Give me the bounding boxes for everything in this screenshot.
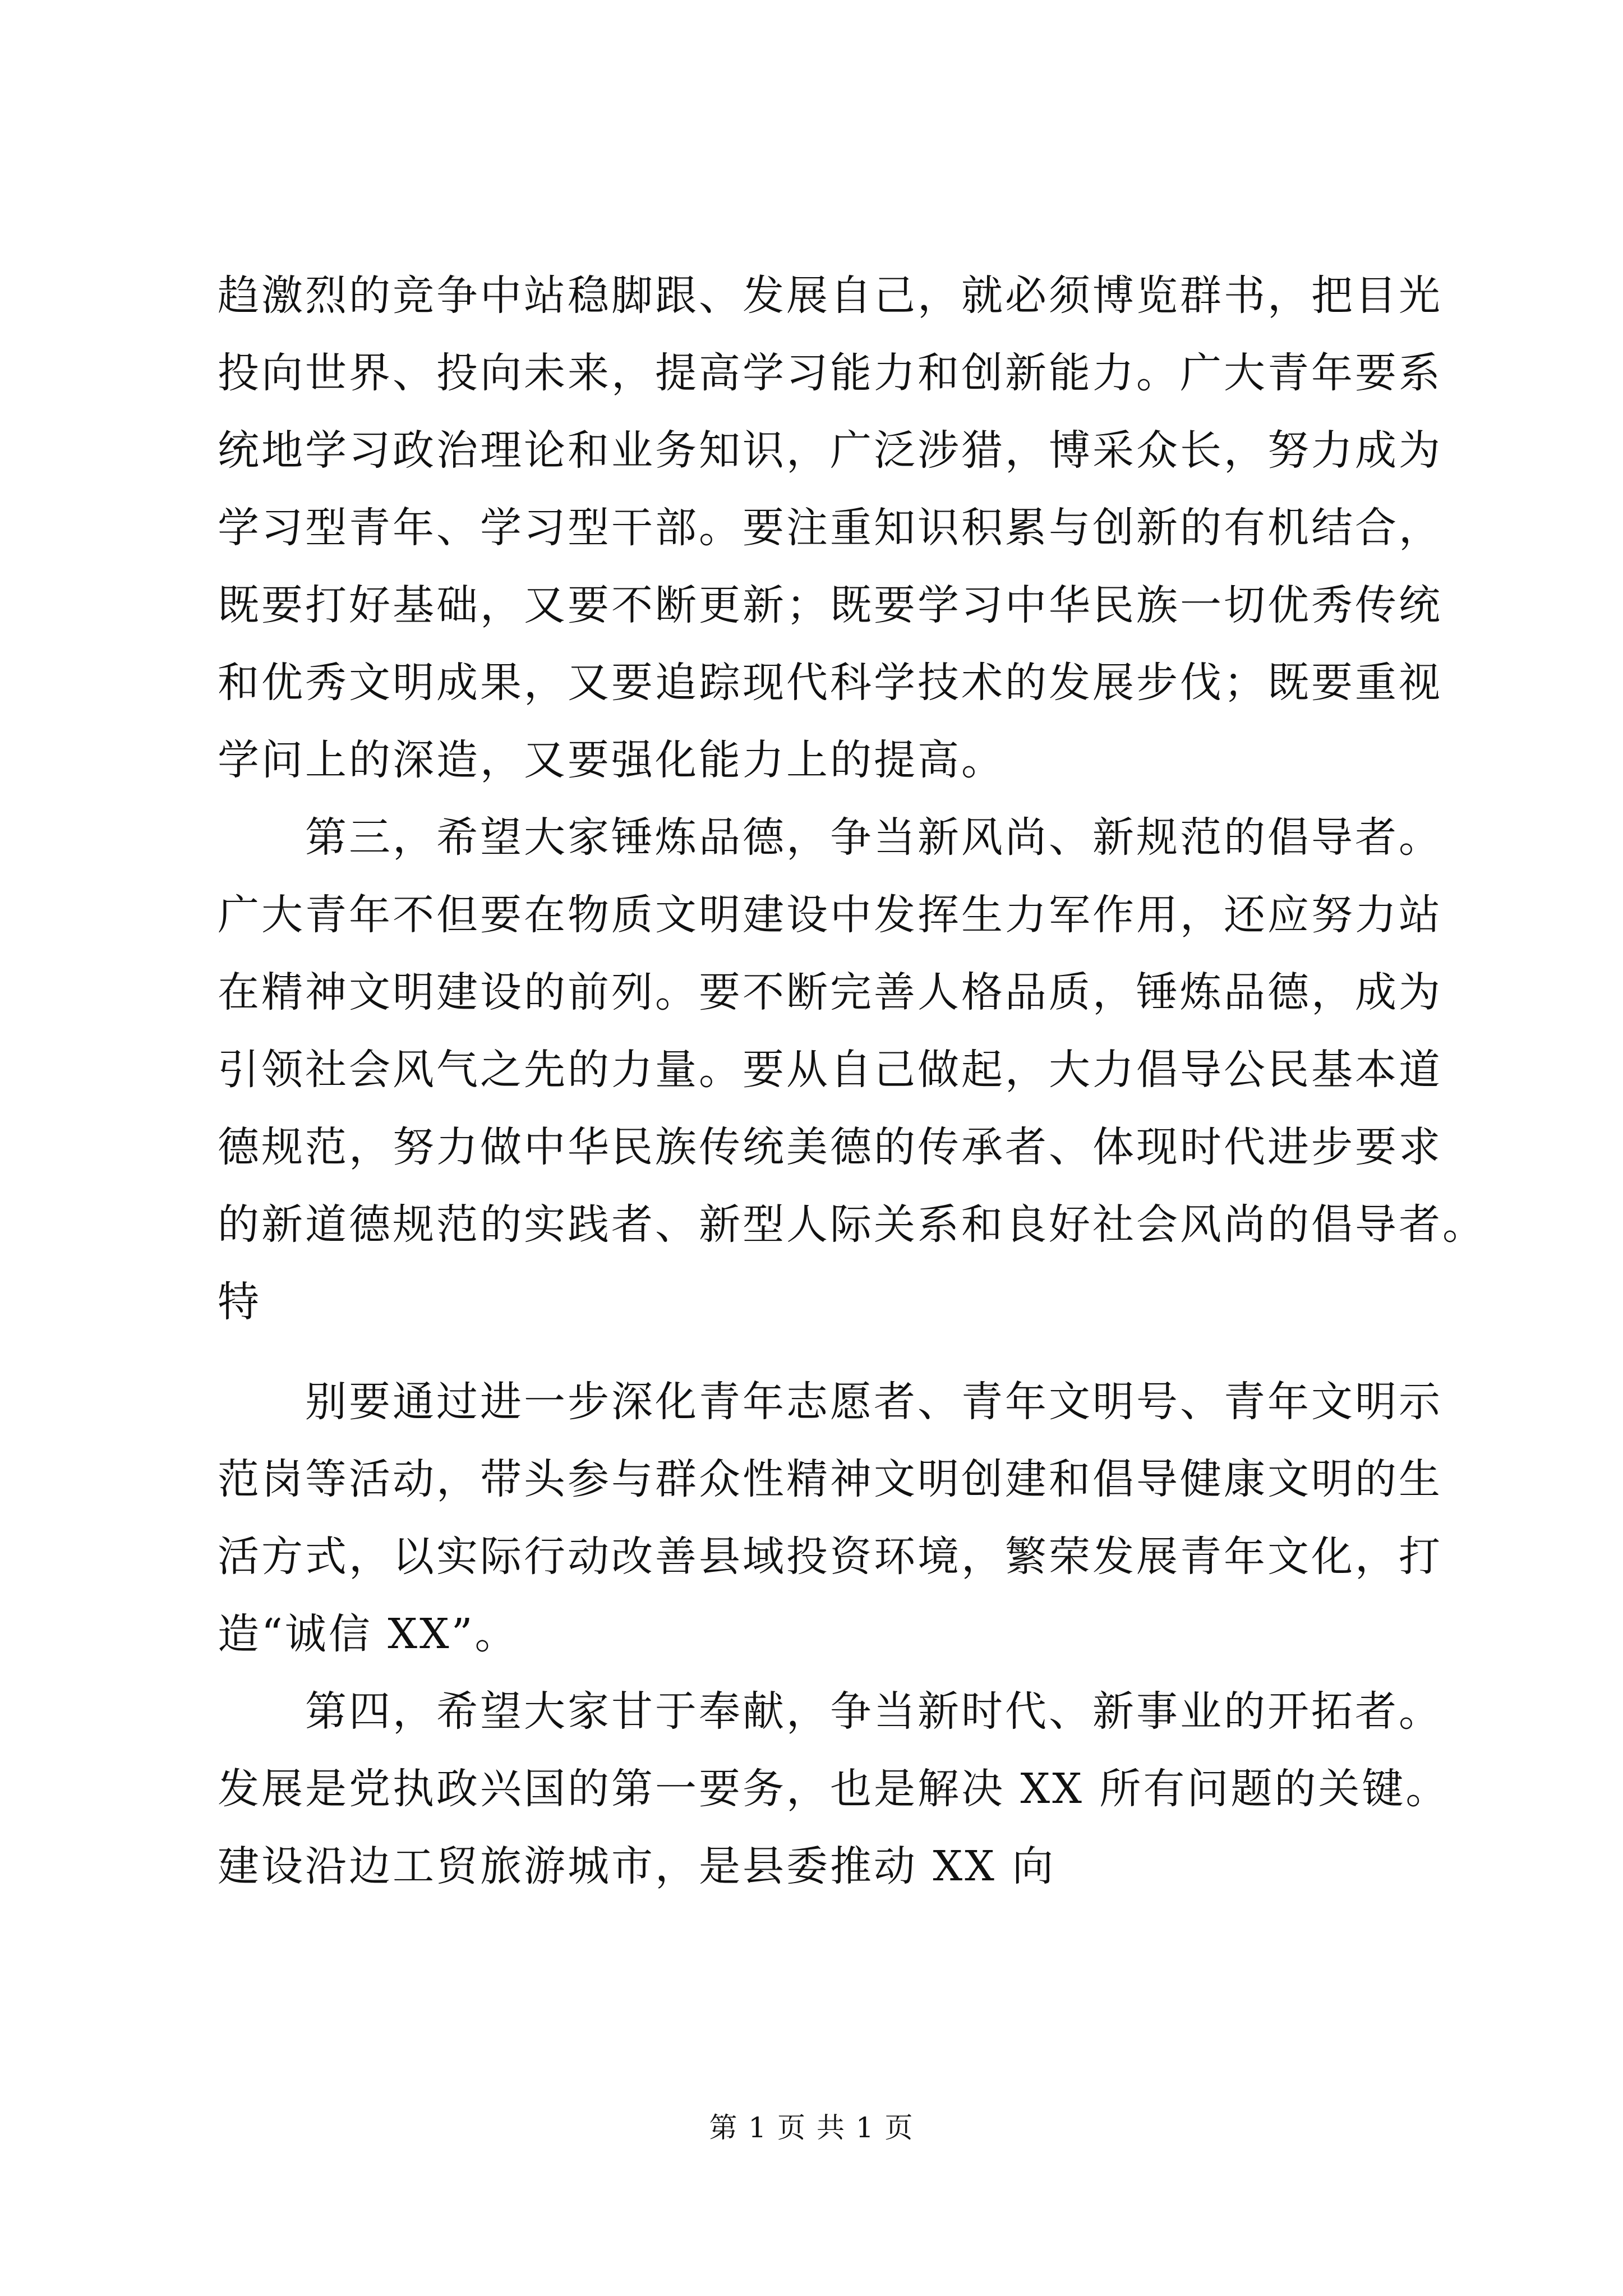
- text-line: 在精神文明建设的前列。要不断完善人格品质，锤炼品德，成为: [218, 968, 1442, 1016]
- text-line: 统地学习政治理论和业务知识，广泛涉猎，博采众长，努力成为: [218, 426, 1442, 475]
- text-line: 建设沿边工贸旅游城市，是县委推动 XX 向: [218, 1842, 1056, 1890]
- text-line: 引领社会风气之先的力量。要从自己做起，大力倡导公民基本道: [218, 1046, 1442, 1094]
- document-body: [218, 257, 1486, 1905]
- text-line: 范岗等活动，带头参与群众性精神文明创建和倡导健康文明的生: [218, 1455, 1442, 1503]
- text-line: 和优秀文明成果，又要追踪现代科学技术的发展步伐；既要重视: [218, 659, 1442, 707]
- text-line: 趋激烈的竞争中站稳脚跟、发展自己，就必须博览群书，把目光: [218, 272, 1442, 320]
- text-line: 特: [218, 1278, 261, 1326]
- paragraph-start-line: 别要通过进一步深化青年志愿者、青年文明号、青年文明示: [218, 1378, 1442, 1426]
- text-line: 广大青年不但要在物质文明建设中发挥生力军作用，还应努力站: [218, 891, 1442, 939]
- text-line: 活方式，以实际行动改善县域投资环境，繁荣发展青年文化，打: [218, 1533, 1442, 1581]
- paragraph-gap: [218, 1341, 1423, 1363]
- page-number-label: 第 1 页 共 1 页: [709, 2111, 914, 2144]
- paragraph-start-line: 第四，希望大家甘于奉献，争当新时代、新事业的开拓者。: [218, 1687, 1442, 1736]
- text-line: 的新道德规范的实践者、新型人际关系和良好社会风尚的倡导者。: [218, 1200, 1486, 1249]
- text-line: 学问上的深造，又要强化能力上的提高。: [218, 736, 1005, 784]
- paragraph-start-line: 第三，希望大家锤炼品德，争当新风尚、新规范的倡导者。: [218, 813, 1442, 862]
- text-line: 既要打好基础，又要不断更新；既要学习中华民族一切优秀传统: [218, 581, 1442, 629]
- text-line: 投向世界、投向未来，提高学习能力和创新能力。广大青年要系: [218, 349, 1442, 397]
- page-footer: [0, 2108, 1623, 2147]
- text-line: 发展是党执政兴国的第一要务，也是解决 XX 所有问题的关键。: [218, 1765, 1450, 1813]
- text-line: 学习型青年、学习型干部。要注重知识积累与创新的有机结合，: [218, 504, 1442, 552]
- text-line: 德规范，努力做中华民族传统美德的传承者、体现时代进步要求: [218, 1123, 1442, 1171]
- text-line: 造“诚信 XX”。: [218, 1610, 519, 1658]
